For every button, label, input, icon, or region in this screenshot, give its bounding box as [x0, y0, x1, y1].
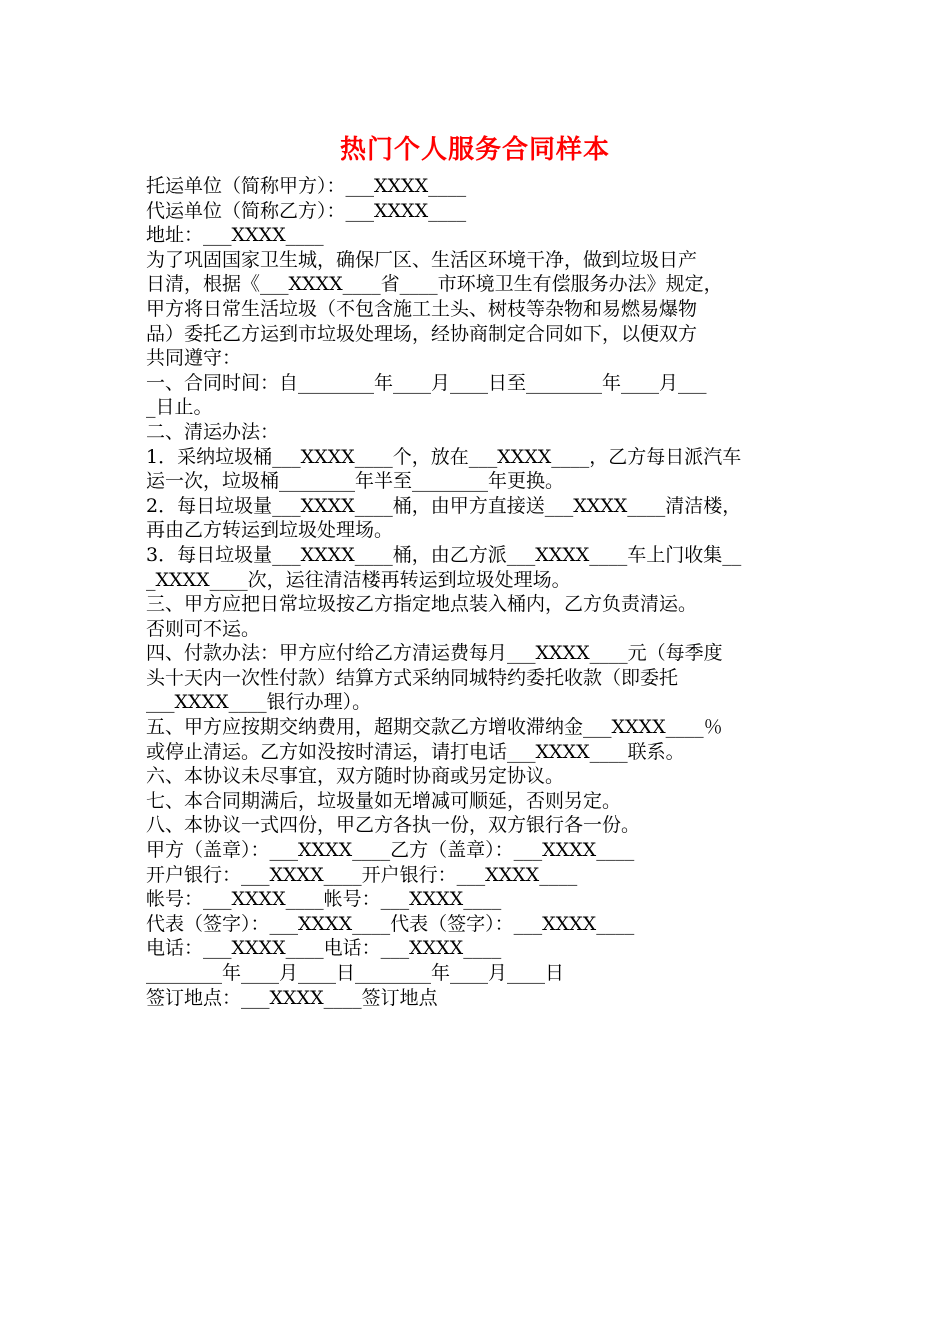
text-line: 为了巩固国家卫生城，确保厂区、生活区环境干净，做到垃圾日产 [146, 248, 698, 271]
text-line: 品）委托乙方运到市垃圾处理场，经协商制定合同如下，以便双方 [146, 322, 698, 345]
text-line: 运一次，垃圾桶________年半至________年更换。 [146, 470, 565, 493]
text-line: 甲方将日常生活垃圾（不包含施工土头、树枝等杂物和易燃易爆物 [146, 297, 698, 320]
text-line: 代表（签字）：___XXXX____代表（签字）：___XXXX____ [146, 912, 635, 935]
text-line: 电话：___XXXX____电话：___XXXX____ [146, 937, 502, 960]
text-line: _日止。 [146, 396, 213, 419]
text-line: 二、清运办法： [146, 420, 280, 443]
text-line: 帐号：___XXXX____帐号：___XXXX____ [146, 888, 502, 911]
text-line: 3．每日垃圾量___XXXX____桶，由乙方派___XXXX____车上门收集__ [146, 543, 742, 566]
text-line: 六、本协议未尽事宜，双方随时协商或另定协议。 [146, 765, 565, 788]
text-line: 头十天内一次性付款）结算方式采纳同城特约委托收款（即委托 [146, 666, 679, 689]
text-line: 或停止清运。乙方如没按时清运，请打电话___XXXX____联系。 [146, 740, 685, 763]
text-line: 共同遵守： [146, 347, 242, 370]
text-line: 日清，根据《___XXXX____省____市环境卫生有偿服务办法》规定， [146, 273, 723, 296]
contract-body [146, 174, 810, 1010]
text-line: 托运单位（简称甲方）：___XXXX____ [146, 175, 467, 197]
text-line: 开户银行：___XXXX____开户银行：___XXXX____ [146, 863, 578, 886]
text-line: 签订地点：___XXXX____签订地点 [146, 986, 438, 1009]
text-line: 四、付款办法：甲方应付给乙方清运费每月___XXXX____元（每季度 [146, 642, 723, 665]
text-line: ___XXXX____银行办理）。 [146, 691, 372, 714]
text-line: 八、本协议一式四份，甲乙方各执一份，双方银行各一份。 [146, 814, 641, 837]
text-line: 地址：___XXXX____ [146, 224, 324, 247]
text-line: 代运单位（简称乙方）：___XXXX____ [146, 199, 467, 222]
text-line: 甲方（盖章）：___XXXX____乙方（盖章）：___XXXX____ [146, 839, 635, 862]
text-line: 五、甲方应按期交纳费用，超期交款乙方增收滞纳金___XXXX____％ [146, 716, 723, 739]
text-line: _XXXX____次，运往清洁楼再转运到垃圾处理场。 [146, 568, 571, 591]
text-line: 1．采纳垃圾桶___XXXX____个，放在___XXXX____，乙方每日派汽车 [146, 445, 742, 468]
document-title: 热门个人服务合同样本 [339, 135, 610, 165]
text-line: 三、甲方应把日常垃圾按乙方指定地点装入桶内，乙方负责清运。 [146, 593, 698, 616]
text-line: 一、合同时间：自________年____月____日至________年____月___ [146, 371, 707, 394]
text-line: 再由乙方转运到垃圾处理场。 [146, 519, 394, 542]
text-line: 2．每日垃圾量___XXXX____桶，由甲方直接送___XXXX____清洁楼， [146, 494, 742, 517]
text-line: ________年____月____日________年____月____日 [146, 962, 565, 984]
text-line: 七、本合同期满后，垃圾量如无增减可顺延，否则另定。 [146, 789, 622, 812]
text-line: 否则可不运。 [146, 617, 261, 640]
